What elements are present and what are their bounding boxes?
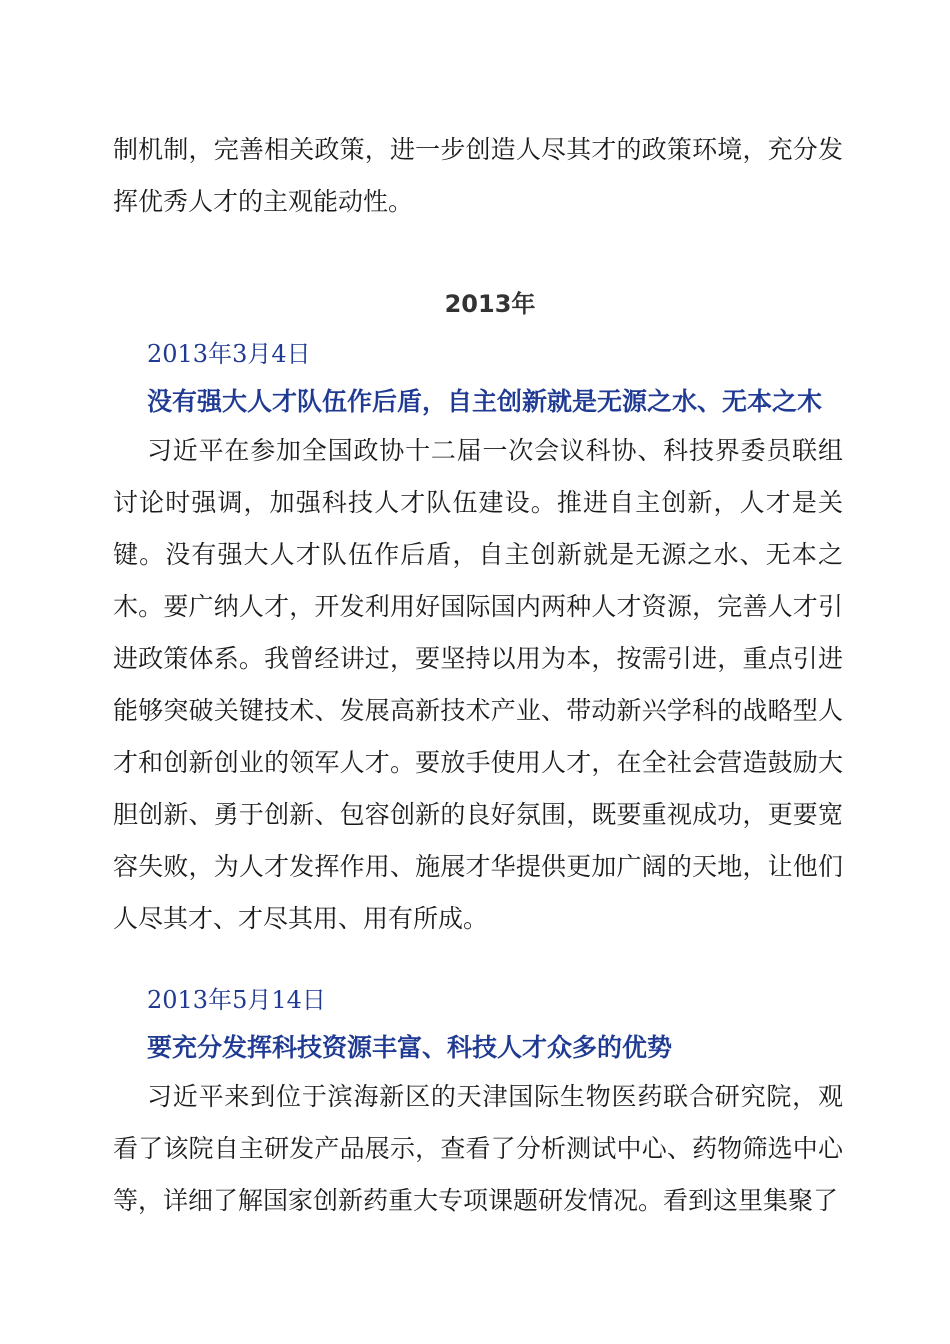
entry-body: 习近平来到位于滨海新区的天津国际生物医药联合研究院，观看了该院自主研发产品展示，查看了分析测试中心、药物筛选中心等，详细了解国家创新药重大专项课题研发情况。看到这里集聚了 xyxy=(113,1082,843,1215)
intro-paragraph: 制机制，完善相关政策，进一步创造人尽其才的政策环境，充分发挥优秀人才的主观能动性。 xyxy=(113,135,843,216)
entry-date: 2013年5月14日 xyxy=(147,986,326,1014)
year-heading: 2013年 xyxy=(444,290,536,318)
entry-date: 2013年3月4日 xyxy=(147,340,311,368)
entry-title: 没有强大人才队伍作后盾，自主创新就是无源之水、无本之木 xyxy=(147,387,823,416)
entry-body: 习近平在参加全国政协十二届一次会议科协、科技界委员联组讨论时强调，加强科技人才队伍建设。推进自主创新，人才是关键。没有强大人才队伍作后盾，自主创新就是无源之水、无本之木。要广纳人才，开发利用好国际国内两种人才资源，完善人才引进政策体系。我曾经讲过，要坚持以用为本，按需引进，重点引进能够突破关键技术、发展高新技术产业、带动新兴学科的战略型人才和创新创业的领军人才。要放手使用人才，在全社会营造鼓励大胆创新、勇于创新、包容创新的良好氛围，既要重视成功，更要宽容失败，为人才发挥作用、施展才华提供更加广阔的天地，让他们人尽其才、才尽其用、用有所成。 xyxy=(113,436,843,933)
entry-title: 要充分发挥科技资源丰富、科技人才众多的优势 xyxy=(147,1033,673,1062)
